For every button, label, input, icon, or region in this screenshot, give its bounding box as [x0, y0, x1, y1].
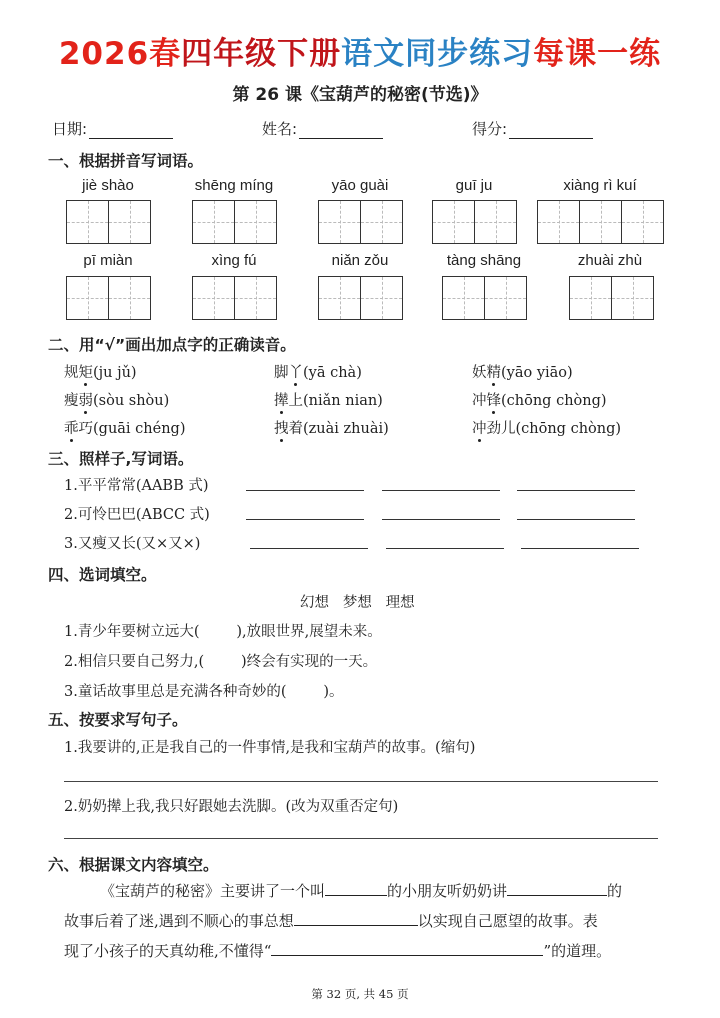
pinyin-label: niǎn zǒu [331, 252, 389, 269]
paragraph-line: 《宝葫芦的秘密》主要讲了一个叫 的小朋友听奶奶讲 的 [100, 882, 623, 900]
writing-grid[interactable] [192, 276, 277, 320]
pinyin-label: xiàng rì kuí [563, 177, 637, 194]
paragraph-line: 故事后着了迷,遇到不顺心的事总想 以实现自己愿望的故事。表 [64, 912, 598, 930]
answer-blank[interactable] [325, 880, 387, 896]
word-bank: 幻想 梦想 理想 [300, 595, 415, 611]
answer-blank[interactable] [517, 519, 635, 520]
pinyin-label: tàng shāng [446, 252, 522, 269]
name-field[interactable] [262, 118, 383, 139]
answer-blank[interactable] [382, 519, 500, 520]
reading-item[interactable]: 冲锋(chōng chòng) [472, 393, 607, 409]
section1-heading: 一、根据拼音写词语。 [48, 152, 204, 170]
writing-grid[interactable] [66, 200, 151, 244]
writing-grid[interactable] [569, 276, 654, 320]
score-field[interactable] [472, 118, 593, 139]
answer-blank[interactable] [507, 880, 607, 896]
writing-grid[interactable] [318, 200, 403, 244]
answer-blank[interactable] [271, 940, 543, 956]
answer-blank[interactable] [294, 910, 418, 926]
section3-heading: 三、照样子,写词语。 [48, 450, 194, 468]
reading-item[interactable]: 瘦弱(sòu shòu) [64, 393, 170, 409]
writing-grid[interactable] [192, 200, 277, 244]
pinyin-label: guī ju [455, 177, 493, 194]
name-label: 姓名: [262, 120, 298, 138]
fill-item[interactable]: 1.青少年要树立远大( ),放眼世界,展望未来。 [64, 624, 382, 640]
page-title [0, 28, 720, 73]
date-field[interactable] [52, 118, 173, 139]
pinyin-label: pī miàn [83, 252, 133, 269]
answer-blank[interactable] [250, 548, 368, 549]
lesson-subtitle: 第 26 课《宝葫芦的秘密(节选)》 [232, 85, 488, 105]
sentence-item: 2.奶奶撵上我,我只好跟她去洗脚。(改为双重否定句) [64, 799, 399, 815]
writing-grid[interactable] [442, 276, 527, 320]
reading-item[interactable]: 拽着(zuài zhuài) [274, 421, 389, 437]
title-tag: 每课一练 [533, 36, 662, 72]
reading-item[interactable]: 脚丫(yā chà) [274, 365, 362, 381]
pinyin-label: zhuài zhù [577, 252, 643, 269]
writing-grid[interactable] [318, 276, 403, 320]
writing-grid[interactable] [432, 200, 517, 244]
section6-heading: 六、根据课文内容填空。 [48, 856, 219, 874]
pinyin-label: jiè shào [82, 177, 134, 194]
writing-grid[interactable] [66, 276, 151, 320]
pinyin-label: xìng fú [211, 252, 257, 269]
page-number: 第 32 页, 共 45 页 [311, 987, 409, 1001]
sentence-item: 1.我要讲的,正是我自己的一件事情,是我和宝葫芦的故事。(缩句) [64, 740, 476, 756]
pattern-item: 3.又瘦又长(又×又×) [64, 536, 201, 552]
score-label: 得分: [472, 120, 508, 138]
reading-item[interactable]: 冲劲儿(chōng chòng) [472, 421, 622, 437]
reading-item[interactable]: 妖精(yāo yiāo) [472, 365, 573, 381]
paragraph-line: 现了小孩子的天真幼稚,不懂得“ ”的道理。 [64, 942, 612, 960]
answer-blank[interactable] [382, 490, 500, 491]
answer-blank[interactable] [246, 519, 364, 520]
title-year: 2026春 [58, 36, 182, 72]
writing-grid[interactable] [537, 200, 664, 244]
reading-item[interactable]: 乖巧(guāi chéng) [64, 421, 186, 437]
fill-item[interactable]: 2.相信只要自己努力,( )终会有实现的一天。 [64, 654, 378, 670]
pinyin-label: yāo guài [331, 177, 389, 194]
answer-line[interactable] [64, 838, 658, 839]
section4-heading: 四、选词填空。 [48, 566, 157, 584]
pattern-item: 1.平平常常(AABB 式) [64, 478, 209, 494]
fill-item[interactable]: 3.童话故事里总是充满各种奇妙的( )。 [64, 684, 344, 700]
title-grade: 四年级下册 [181, 36, 342, 72]
answer-blank[interactable] [246, 490, 364, 491]
section2-heading: 二、用“√”画出加点字的正确读音。 [48, 336, 296, 354]
answer-blank[interactable] [521, 548, 639, 549]
answer-blank[interactable] [386, 548, 504, 549]
reading-item[interactable]: 规矩(ju jǔ) [64, 365, 137, 381]
pinyin-label: shēng míng [194, 177, 274, 194]
answer-line[interactable] [64, 781, 658, 782]
answer-blank[interactable] [517, 490, 635, 491]
section5-heading: 五、按要求写句子。 [48, 711, 188, 729]
title-subject: 语文同步练习 [341, 36, 534, 72]
pattern-item: 2.可怜巴巴(ABCC 式) [64, 507, 210, 523]
reading-item[interactable]: 撵上(niǎn nian) [274, 393, 383, 409]
date-label: 日期: [52, 120, 88, 138]
